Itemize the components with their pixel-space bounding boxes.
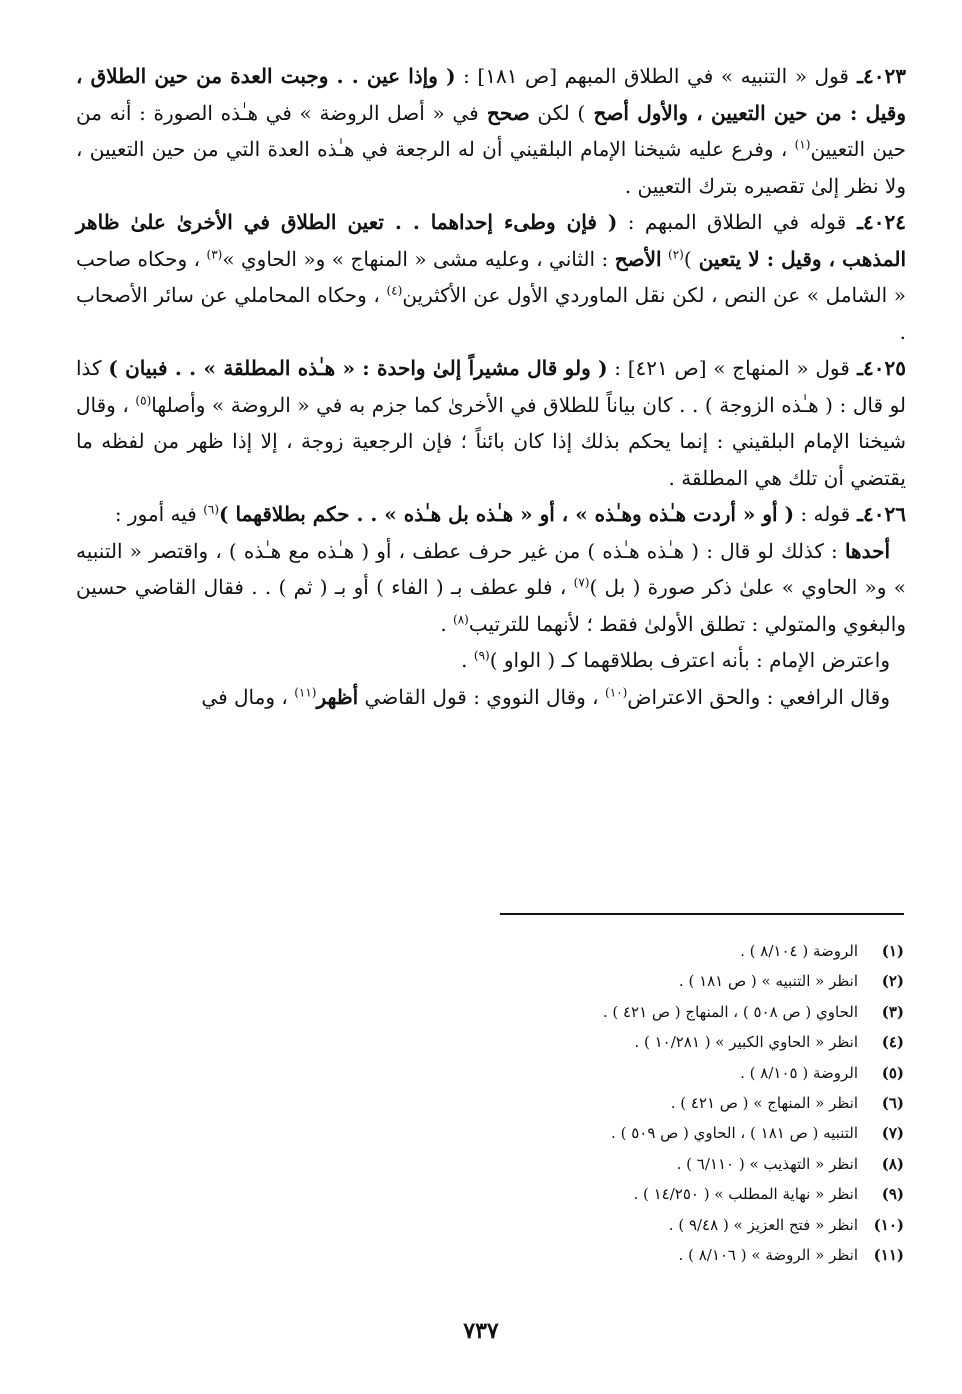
- text-run: ، ومال في: [201, 684, 295, 709]
- footnote-ref: (٣): [206, 246, 223, 261]
- footnote-item: [76, 1210, 906, 1240]
- footnote-number: (١): [881, 942, 904, 960]
- footnote-item: [76, 1118, 906, 1148]
- text-run: قول « المنهاج » [ص ٤٢١] :: [607, 356, 850, 380]
- footnote-item: [76, 1179, 906, 1209]
- footnote-item: [76, 1027, 906, 1057]
- text-run: ، وقال النووي : قول القاضي: [358, 684, 605, 709]
- footnote-ref: (٤): [386, 283, 403, 298]
- footnote-text: انظر « المنهاج » ( ص ٤٢١ ) .: [670, 1093, 858, 1112]
- footnote-ref: (٨): [453, 611, 469, 626]
- paragraph-rafii: [76, 679, 906, 716]
- footnote-number: (٩): [881, 1185, 904, 1204]
- footnote-text: انظر « نهاية المطلب » ( ١٤/٢٥٠ ) .: [633, 1185, 858, 1204]
- footnote-text: انظر « الحاوي الكبير » ( ١٠/٢٨١ ) .: [634, 1033, 858, 1052]
- footnote-ref: (٢): [668, 246, 684, 261]
- footnotes-list: [76, 936, 906, 1270]
- footnote-number: (٧): [881, 1124, 904, 1143]
- footnote-text: الروضة ( ٨/١٠٥ ) .: [740, 1063, 858, 1082]
- paragraph-ahaduha: [76, 533, 906, 643]
- text-run: : كذلك لو قال : ( هـٰذه هـٰذه ) من غير حرف عطف ، أو ( هـٰذه مع هـٰذه ) ، واقتصر « التنبيه » و« الحاوي » علىٰ ذكر صورة ( بل ): [76, 538, 906, 599]
- text-run: في « أصل الروضة » في هـٰذه الصورة : أنه من حين التعيين: [76, 100, 906, 161]
- footnote-text: انظر « التنبيه » ( ص ١٨١ ) .: [678, 972, 858, 991]
- text-run: ): [683, 246, 692, 271]
- text-run: ، وحكاه المحاملي عن سائر الأصحاب .: [76, 283, 906, 344]
- bold-text: صحح: [478, 100, 530, 125]
- text-run: قوله في الطلاق المبهم :: [617, 210, 847, 234]
- footnote-item: [76, 1240, 906, 1270]
- text-run: : الثاني ، وعليه مشى « المنهاج » و« الحاوي »: [222, 246, 615, 271]
- footnote-number: (٤): [881, 1033, 904, 1052]
- bold-text: ٤٠٢٤ـ: [846, 210, 906, 234]
- paragraph-4024: [76, 204, 906, 350]
- footnote-ref: (٦): [203, 502, 220, 517]
- bold-text: ( وإذا عين . . وجبت العدة من حين الطلاق ، وقيل : من حين التعيين ، والأول أصح: [76, 64, 907, 125]
- footnote-separator: [500, 913, 904, 915]
- paragraph-4025: [76, 350, 906, 496]
- bold-text: ( أو « أردت هـٰذه وهـٰذه » ، أو « هـٰذه بل هـٰذه » . . حكم بطلاقهما ): [219, 502, 795, 526]
- text-run: ، وقال شيخنا الإمام البلقيني : إنما يحكم بذلك إذا كان بائناً ؛ فإن الرجعية زوجة ، إلا إذا ظهر من لفظه ما يقتضي أن تلك هي المطلقة .: [76, 392, 906, 490]
- footnote-ref: (٧): [573, 575, 590, 590]
- text-run: .: [440, 611, 454, 636]
- bold-text: الأصح: [614, 246, 662, 271]
- footnote-number: (٣): [881, 1002, 904, 1021]
- bold-text: أظهر: [316, 684, 359, 709]
- footnote-item: [76, 1088, 906, 1118]
- bold-text: ٤٠٢٦ـ: [850, 502, 906, 526]
- footnote-item: [76, 997, 906, 1027]
- footnote-item: [76, 1058, 906, 1088]
- footnote-number: (١١): [873, 1245, 904, 1264]
- text-run: واعترض الإمام : بأنه اعترف بطلاقهما كـ ( الواو ): [489, 648, 890, 672]
- bold-text: ( فإن وطىء إحداهما . . تعين الطلاق في الأخرىٰ علىٰ ظاهر المذهب ، وقيل : لا يتعين: [76, 210, 906, 271]
- footnote-number: (١٠): [873, 1215, 904, 1234]
- footnote-number: (٦): [881, 1093, 904, 1112]
- text-run: وقال الرافعي : والحق الاعتراض: [627, 684, 890, 709]
- text-run: ، وحكاه صاحب « الشامل » عن النص ، لكن نقل الماوردي الأول عن الأكثرين: [76, 246, 906, 307]
- paragraph-itirad: [76, 642, 906, 679]
- footnote-ref: (١٠): [605, 684, 628, 699]
- text-run: ، وفرع عليه شيخنا الإمام البلقيني أن له الرجعة في هـٰذه العدة التي من حين التعيين ، ولا نظر إلىٰ تقصيره بترك التعيين .: [76, 137, 906, 198]
- bold-text: أحدها: [844, 538, 890, 563]
- footnote-item: [76, 966, 906, 996]
- text-run: قوله :: [794, 502, 851, 526]
- footnote-ref: (٩): [473, 648, 490, 663]
- paragraph-4026: [76, 496, 906, 533]
- footnote-item: [76, 936, 906, 966]
- footnote-number: (٥): [881, 1063, 904, 1082]
- footnote-text: انظر « فتح العزيز » ( ٩/٤٨ ) .: [668, 1215, 858, 1234]
- footnote-text: التنبيه ( ص ١٨١ ) ، الحاوي ( ص ٥٠٩ ) .: [611, 1124, 858, 1143]
- bold-text: ( ولو قال مشيراً إلىٰ واحدة : « هـٰذه المطلقة » . . فبيان ): [108, 356, 608, 380]
- footnote-number: (٨): [881, 1154, 904, 1173]
- footnote-text: الروضة ( ٨/١٠٤ ) .: [740, 942, 858, 960]
- body-text: [76, 58, 906, 715]
- footnote-text: انظر « الروضة » ( ٨/١٠٦ ) .: [678, 1245, 858, 1264]
- footnote-number: (٢): [881, 972, 904, 991]
- footnote-item: [76, 1149, 906, 1179]
- footnote-text: انظر « التهذيب » ( ٦/١١٠ ) .: [676, 1154, 858, 1173]
- paragraph-4023: [76, 58, 906, 204]
- text-run: فيه أمور :: [114, 502, 204, 526]
- text-run: كذا لو قال : ( هـٰذه الزوجة ) . . كان بياناً للطلاق في الأخرىٰ كما جزم به في « الروضة » وأصلها: [76, 356, 906, 417]
- bold-text: ٤٠٢٣ـ: [848, 64, 906, 88]
- page-number: ٧٣٧: [463, 1318, 499, 1344]
- footnote-ref: (٥): [135, 392, 152, 407]
- text-run: .: [461, 648, 474, 672]
- text-run: قول « التنبيه » في الطلاق المبهم [ص ١٨١] :: [455, 64, 849, 88]
- text-run: ) لكن: [529, 100, 586, 125]
- footnote-ref: (١١): [294, 684, 317, 699]
- text-run: ، فلو عطف بـ ( الفاء ) أو بـ ( ثم ) . . فقال القاضي حسين والبغوي والمتولي : تطلق الأولىٰ فقط ؛ لأنهما للترتيب: [76, 575, 906, 636]
- footnote-text: الحاوي ( ص ٥٠٨ ) ، المنهاج ( ص ٤٢١ ) .: [602, 1002, 858, 1021]
- bold-text: ٤٠٢٥ـ: [849, 356, 906, 380]
- footnote-ref: (١): [794, 137, 811, 152]
